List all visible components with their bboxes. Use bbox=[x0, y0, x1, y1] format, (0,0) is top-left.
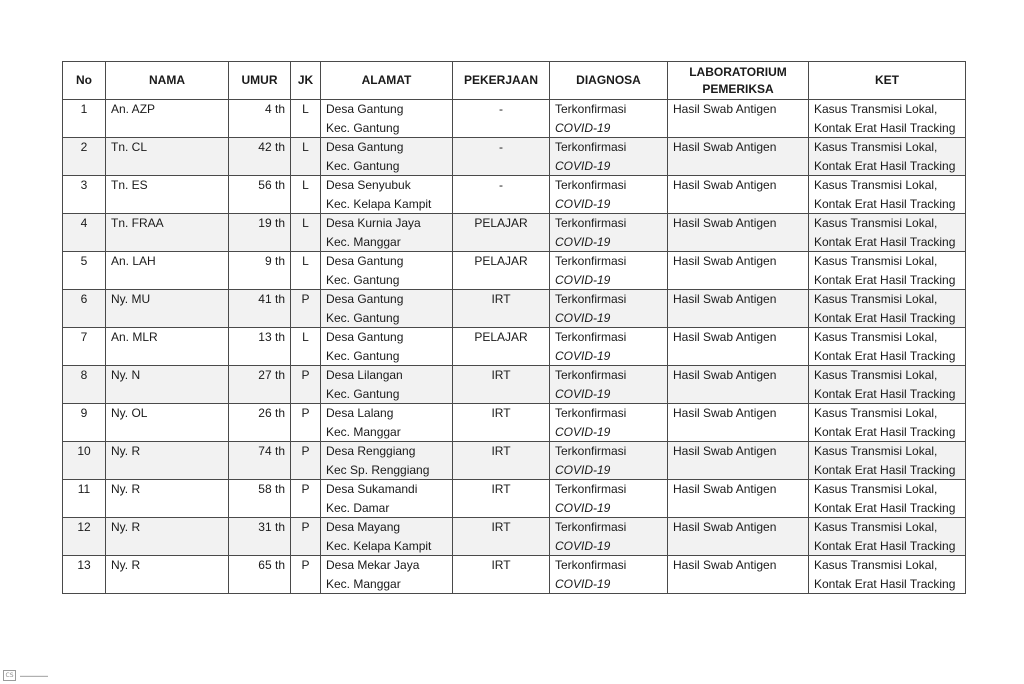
cell-diagnosa-disease: COVID-19 bbox=[555, 272, 611, 287]
cell-diagnosa bbox=[550, 214, 668, 252]
cell-alamat-desa: Desa Mekar Jaya bbox=[326, 558, 420, 572]
cell-diagnosa-status: Terkonfirmasi bbox=[555, 444, 627, 458]
cell-umur: 27 th bbox=[229, 366, 291, 404]
cell-nama: Ny. R bbox=[106, 556, 229, 594]
cell-diagnosa-disease: COVID-19 bbox=[555, 196, 611, 211]
cell-alamat bbox=[321, 176, 453, 214]
cell-jk: P bbox=[291, 290, 321, 328]
cell-alamat bbox=[321, 480, 453, 518]
table-row bbox=[63, 290, 966, 328]
cell-nama: Tn. CL bbox=[106, 138, 229, 176]
scanner-watermark bbox=[3, 670, 48, 681]
cell-ket bbox=[809, 214, 966, 252]
cell-no: 6 bbox=[63, 290, 106, 328]
cell-alamat bbox=[321, 518, 453, 556]
table-row bbox=[63, 100, 966, 138]
cell-diagnosa-status: Terkonfirmasi bbox=[555, 558, 627, 572]
scanner-logo-icon: CS bbox=[3, 670, 16, 681]
cell-umur: 74 th bbox=[229, 442, 291, 480]
cell-diagnosa bbox=[550, 100, 668, 138]
cell-ket-line1: Kasus Transmisi Lokal, bbox=[814, 140, 938, 154]
cell-laboratorium: Hasil Swab Antigen bbox=[668, 214, 809, 252]
cell-ket bbox=[809, 328, 966, 366]
cell-laboratorium: Hasil Swab Antigen bbox=[668, 556, 809, 594]
cell-ket-line2: Kontak Erat Hasil Tracking bbox=[814, 462, 956, 477]
cell-pekerjaan: PELAJAR bbox=[453, 328, 550, 366]
cell-nama: Tn. ES bbox=[106, 176, 229, 214]
cell-diagnosa bbox=[550, 328, 668, 366]
cell-umur: 31 th bbox=[229, 518, 291, 556]
cell-jk: L bbox=[291, 100, 321, 138]
cell-alamat-kec: Kec. Gantung bbox=[326, 348, 400, 363]
cell-diagnosa-disease: COVID-19 bbox=[555, 462, 611, 477]
cell-jk: L bbox=[291, 214, 321, 252]
cell-diagnosa-disease: COVID-19 bbox=[555, 576, 611, 591]
cell-alamat-desa: Desa Gantung bbox=[326, 254, 404, 268]
cell-ket bbox=[809, 100, 966, 138]
cell-alamat bbox=[321, 100, 453, 138]
cell-pekerjaan: PELAJAR bbox=[453, 214, 550, 252]
cell-pekerjaan: IRT bbox=[453, 480, 550, 518]
table-row bbox=[63, 404, 966, 442]
cell-nama: Tn. FRAA bbox=[106, 214, 229, 252]
cell-alamat bbox=[321, 404, 453, 442]
cell-no: 12 bbox=[63, 518, 106, 556]
cell-ket bbox=[809, 138, 966, 176]
cell-diagnosa bbox=[550, 480, 668, 518]
cell-ket-line2: Kontak Erat Hasil Tracking bbox=[814, 386, 956, 401]
cell-pekerjaan: IRT bbox=[453, 442, 550, 480]
cell-pekerjaan: - bbox=[453, 176, 550, 214]
cell-alamat-kec: Kec. Gantung bbox=[326, 272, 400, 287]
table-row bbox=[63, 442, 966, 480]
cell-ket-line1: Kasus Transmisi Lokal, bbox=[814, 216, 938, 230]
cell-alamat-kec: Kec. Manggar bbox=[326, 424, 401, 439]
cell-diagnosa-disease: COVID-19 bbox=[555, 120, 611, 135]
table-row bbox=[63, 214, 966, 252]
cell-umur: 13 th bbox=[229, 328, 291, 366]
cell-jk: P bbox=[291, 556, 321, 594]
cell-alamat bbox=[321, 366, 453, 404]
col-header-lab-line2: PEMERIKSA bbox=[702, 81, 774, 96]
cell-umur: 58 th bbox=[229, 480, 291, 518]
cell-alamat-desa: Desa Kurnia Jaya bbox=[326, 216, 421, 230]
cell-jk: P bbox=[291, 480, 321, 518]
table-row bbox=[63, 252, 966, 290]
cell-jk: L bbox=[291, 252, 321, 290]
cell-jk: P bbox=[291, 442, 321, 480]
cell-laboratorium: Hasil Swab Antigen bbox=[668, 404, 809, 442]
cell-jk: P bbox=[291, 404, 321, 442]
col-header-umur: UMUR bbox=[229, 62, 291, 100]
cell-diagnosa-status: Terkonfirmasi bbox=[555, 482, 627, 496]
cell-ket-line1: Kasus Transmisi Lokal, bbox=[814, 482, 938, 496]
cell-ket-line1: Kasus Transmisi Lokal, bbox=[814, 292, 938, 306]
cell-diagnosa-status: Terkonfirmasi bbox=[555, 140, 627, 154]
cell-ket bbox=[809, 404, 966, 442]
cell-pekerjaan: IRT bbox=[453, 366, 550, 404]
cell-nama: Ny. R bbox=[106, 442, 229, 480]
cell-pekerjaan: IRT bbox=[453, 290, 550, 328]
cell-ket bbox=[809, 442, 966, 480]
cell-no: 8 bbox=[63, 366, 106, 404]
cell-ket-line1: Kasus Transmisi Lokal, bbox=[814, 406, 938, 420]
cell-diagnosa-status: Terkonfirmasi bbox=[555, 330, 627, 344]
cell-alamat bbox=[321, 442, 453, 480]
cell-pekerjaan: IRT bbox=[453, 404, 550, 442]
cell-jk: L bbox=[291, 138, 321, 176]
cell-ket-line2: Kontak Erat Hasil Tracking bbox=[814, 500, 956, 515]
col-header-diagnosa: DIAGNOSA bbox=[550, 62, 668, 100]
cell-no: 11 bbox=[63, 480, 106, 518]
cell-laboratorium: Hasil Swab Antigen bbox=[668, 480, 809, 518]
cell-diagnosa bbox=[550, 518, 668, 556]
cell-alamat bbox=[321, 556, 453, 594]
cell-diagnosa-status: Terkonfirmasi bbox=[555, 102, 627, 116]
table-row bbox=[63, 556, 966, 594]
cell-diagnosa-disease: COVID-19 bbox=[555, 348, 611, 363]
cell-alamat-kec: Kec. Manggar bbox=[326, 234, 401, 249]
cell-no: 1 bbox=[63, 100, 106, 138]
cell-alamat bbox=[321, 328, 453, 366]
cell-pekerjaan: IRT bbox=[453, 518, 550, 556]
cell-ket-line2: Kontak Erat Hasil Tracking bbox=[814, 310, 956, 325]
cell-diagnosa-disease: COVID-19 bbox=[555, 234, 611, 249]
cell-no: 10 bbox=[63, 442, 106, 480]
cell-laboratorium: Hasil Swab Antigen bbox=[668, 252, 809, 290]
cell-alamat bbox=[321, 138, 453, 176]
cell-diagnosa bbox=[550, 176, 668, 214]
cell-laboratorium: Hasil Swab Antigen bbox=[668, 366, 809, 404]
cell-ket-line1: Kasus Transmisi Lokal, bbox=[814, 330, 938, 344]
col-header-ket: KET bbox=[809, 62, 966, 100]
cell-nama: Ny. OL bbox=[106, 404, 229, 442]
cell-ket-line2: Kontak Erat Hasil Tracking bbox=[814, 424, 956, 439]
cell-alamat-desa: Desa Mayang bbox=[326, 520, 401, 534]
cell-ket-line2: Kontak Erat Hasil Tracking bbox=[814, 272, 956, 287]
table-row bbox=[63, 328, 966, 366]
scanner-watermark-text: ▬▬▬▬▬▬▬ bbox=[20, 673, 48, 678]
cell-no: 13 bbox=[63, 556, 106, 594]
cell-diagnosa-status: Terkonfirmasi bbox=[555, 368, 627, 382]
cell-diagnosa-status: Terkonfirmasi bbox=[555, 406, 627, 420]
cell-ket bbox=[809, 366, 966, 404]
table-row bbox=[63, 366, 966, 404]
col-header-pekerjaan: PEKERJAAN bbox=[453, 62, 550, 100]
cell-laboratorium: Hasil Swab Antigen bbox=[668, 176, 809, 214]
cell-ket-line2: Kontak Erat Hasil Tracking bbox=[814, 158, 956, 173]
cell-laboratorium: Hasil Swab Antigen bbox=[668, 290, 809, 328]
cell-ket-line1: Kasus Transmisi Lokal, bbox=[814, 102, 938, 116]
cell-diagnosa bbox=[550, 290, 668, 328]
cell-alamat-desa: Desa Gantung bbox=[326, 330, 404, 344]
cell-alamat bbox=[321, 252, 453, 290]
cell-no: 4 bbox=[63, 214, 106, 252]
cell-diagnosa bbox=[550, 366, 668, 404]
cell-alamat-desa: Desa Sukamandi bbox=[326, 482, 418, 496]
cell-pekerjaan: IRT bbox=[453, 556, 550, 594]
cell-diagnosa bbox=[550, 556, 668, 594]
cell-laboratorium: Hasil Swab Antigen bbox=[668, 518, 809, 556]
cell-diagnosa-disease: COVID-19 bbox=[555, 538, 611, 553]
cell-diagnosa bbox=[550, 404, 668, 442]
cell-alamat-desa: Desa Senyubuk bbox=[326, 178, 411, 192]
cell-nama: An. AZP bbox=[106, 100, 229, 138]
cell-alamat-desa: Desa Gantung bbox=[326, 102, 404, 116]
cell-no: 9 bbox=[63, 404, 106, 442]
cell-diagnosa-status: Terkonfirmasi bbox=[555, 520, 627, 534]
cell-umur: 56 th bbox=[229, 176, 291, 214]
cell-alamat-desa: Desa Lalang bbox=[326, 406, 394, 420]
cell-jk: L bbox=[291, 176, 321, 214]
cell-nama: An. LAH bbox=[106, 252, 229, 290]
cell-umur: 4 th bbox=[229, 100, 291, 138]
cell-alamat-kec: Kec. Kelapa Kampit bbox=[326, 538, 432, 553]
cell-diagnosa-disease: COVID-19 bbox=[555, 310, 611, 325]
cell-diagnosa-status: Terkonfirmasi bbox=[555, 216, 627, 230]
cell-jk: P bbox=[291, 518, 321, 556]
col-header-lab-line1: LABORATORIUM bbox=[689, 64, 787, 79]
cell-no: 7 bbox=[63, 328, 106, 366]
cell-no: 5 bbox=[63, 252, 106, 290]
cell-laboratorium: Hasil Swab Antigen bbox=[668, 442, 809, 480]
col-header-laboratorium bbox=[668, 62, 809, 100]
cell-jk: P bbox=[291, 366, 321, 404]
cell-diagnosa-disease: COVID-19 bbox=[555, 424, 611, 439]
cell-umur: 41 th bbox=[229, 290, 291, 328]
cell-umur: 9 th bbox=[229, 252, 291, 290]
cell-ket bbox=[809, 556, 966, 594]
cell-ket bbox=[809, 480, 966, 518]
cell-diagnosa-disease: COVID-19 bbox=[555, 158, 611, 173]
col-header-alamat: ALAMAT bbox=[321, 62, 453, 100]
cell-ket bbox=[809, 176, 966, 214]
cell-ket bbox=[809, 290, 966, 328]
cell-ket-line1: Kasus Transmisi Lokal, bbox=[814, 368, 938, 382]
cell-ket-line2: Kontak Erat Hasil Tracking bbox=[814, 538, 956, 553]
cell-diagnosa-disease: COVID-19 bbox=[555, 386, 611, 401]
cell-alamat-kec: Kec. Gantung bbox=[326, 310, 400, 325]
cell-ket bbox=[809, 252, 966, 290]
cell-alamat-kec: Kec. Kelapa Kampit bbox=[326, 196, 432, 211]
cell-umur: 42 th bbox=[229, 138, 291, 176]
cell-nama: Ny. R bbox=[106, 518, 229, 556]
cell-alamat bbox=[321, 214, 453, 252]
cell-ket-line1: Kasus Transmisi Lokal, bbox=[814, 444, 938, 458]
cell-ket-line2: Kontak Erat Hasil Tracking bbox=[814, 196, 956, 211]
cell-ket-line1: Kasus Transmisi Lokal, bbox=[814, 558, 938, 572]
cell-diagnosa-status: Terkonfirmasi bbox=[555, 254, 627, 268]
cell-diagnosa-disease: COVID-19 bbox=[555, 500, 611, 515]
cell-pekerjaan: PELAJAR bbox=[453, 252, 550, 290]
col-header-no: No bbox=[63, 62, 106, 100]
col-header-nama: NAMA bbox=[106, 62, 229, 100]
table-row bbox=[63, 480, 966, 518]
patient-table bbox=[62, 61, 966, 594]
cell-laboratorium: Hasil Swab Antigen bbox=[668, 100, 809, 138]
cell-pekerjaan: - bbox=[453, 138, 550, 176]
cell-alamat bbox=[321, 290, 453, 328]
cell-umur: 19 th bbox=[229, 214, 291, 252]
cell-ket-line2: Kontak Erat Hasil Tracking bbox=[814, 348, 956, 363]
cell-no: 2 bbox=[63, 138, 106, 176]
cell-alamat-desa: Desa Renggiang bbox=[326, 444, 416, 458]
cell-alamat-kec: Kec. Gantung bbox=[326, 120, 400, 135]
cell-alamat-kec: Kec. Manggar bbox=[326, 576, 401, 591]
table-row bbox=[63, 138, 966, 176]
table-body bbox=[63, 100, 966, 594]
table-row bbox=[63, 518, 966, 556]
cell-diagnosa-status: Terkonfirmasi bbox=[555, 292, 627, 306]
col-header-jk: JK bbox=[291, 62, 321, 100]
cell-alamat-desa: Desa Gantung bbox=[326, 292, 404, 306]
cell-diagnosa bbox=[550, 442, 668, 480]
cell-diagnosa bbox=[550, 252, 668, 290]
cell-laboratorium: Hasil Swab Antigen bbox=[668, 138, 809, 176]
cell-nama: Ny. R bbox=[106, 480, 229, 518]
cell-ket-line2: Kontak Erat Hasil Tracking bbox=[814, 120, 956, 135]
cell-ket-line1: Kasus Transmisi Lokal, bbox=[814, 520, 938, 534]
cell-ket-line1: Kasus Transmisi Lokal, bbox=[814, 178, 938, 192]
cell-ket-line2: Kontak Erat Hasil Tracking bbox=[814, 576, 956, 591]
cell-ket-line1: Kasus Transmisi Lokal, bbox=[814, 254, 938, 268]
cell-alamat-desa: Desa Lilangan bbox=[326, 368, 403, 382]
table-row bbox=[63, 176, 966, 214]
cell-umur: 65 th bbox=[229, 556, 291, 594]
cell-alamat-desa: Desa Gantung bbox=[326, 140, 404, 154]
cell-diagnosa bbox=[550, 138, 668, 176]
cell-laboratorium: Hasil Swab Antigen bbox=[668, 328, 809, 366]
cell-ket-line2: Kontak Erat Hasil Tracking bbox=[814, 234, 956, 249]
cell-alamat-kec: Kec. Gantung bbox=[326, 158, 400, 173]
cell-alamat-kec: Kec. Damar bbox=[326, 500, 390, 515]
cell-pekerjaan: - bbox=[453, 100, 550, 138]
cell-no: 3 bbox=[63, 176, 106, 214]
cell-umur: 26 th bbox=[229, 404, 291, 442]
cell-alamat-kec: Kec. Gantung bbox=[326, 386, 400, 401]
cell-nama: Ny. MU bbox=[106, 290, 229, 328]
cell-nama: Ny. N bbox=[106, 366, 229, 404]
cell-diagnosa-status: Terkonfirmasi bbox=[555, 178, 627, 192]
cell-alamat-kec: Kec Sp. Renggiang bbox=[326, 462, 430, 477]
cell-jk: L bbox=[291, 328, 321, 366]
cell-nama: An. MLR bbox=[106, 328, 229, 366]
cell-ket bbox=[809, 518, 966, 556]
header-row bbox=[63, 62, 966, 100]
